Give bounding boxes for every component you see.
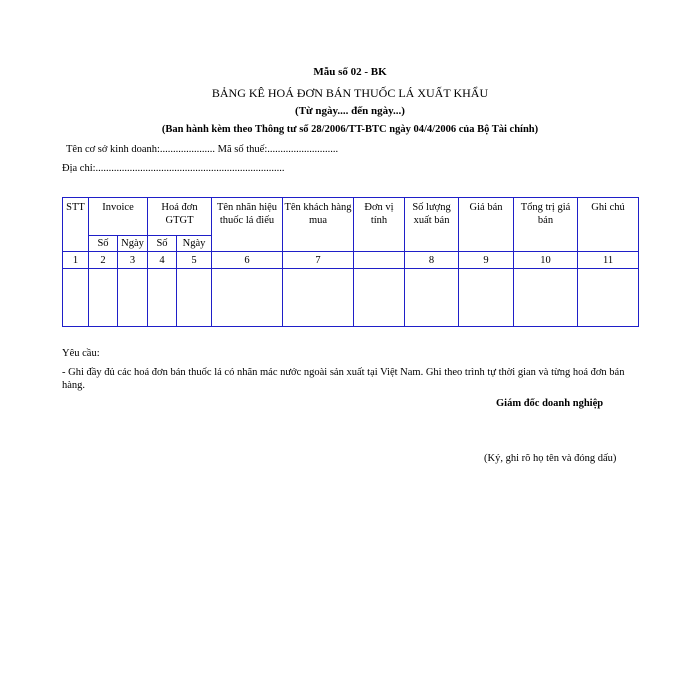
- column-number: 9: [459, 252, 514, 269]
- column-number: 7: [283, 252, 354, 269]
- empty-cell: [459, 269, 514, 327]
- empty-data-row: [63, 269, 639, 327]
- column-number: 6: [212, 252, 283, 269]
- column-number: [354, 252, 405, 269]
- col-stt-header: STT: [63, 198, 89, 252]
- empty-cell: [354, 269, 405, 327]
- date-period: (Từ ngày.... đến ngày...): [295, 105, 405, 117]
- col-total-header: Tổng trị giá bán: [514, 198, 578, 252]
- col-quantity-header: Số lượng xuất bán: [405, 198, 459, 252]
- empty-cell: [177, 269, 212, 327]
- column-number-row: [63, 252, 639, 269]
- column-number: 5: [177, 252, 212, 269]
- empty-cell: [118, 269, 148, 327]
- subcol-invoice-no: Số: [89, 236, 118, 252]
- business-name-tax-code-line: Tên cơ sở kinh doanh:..................... Mã số thuế:...........................: [66, 144, 339, 155]
- col-vat-invoice-header: Hoá đơn GTGT: [148, 198, 212, 236]
- column-number: 2: [89, 252, 118, 269]
- column-number: 8: [405, 252, 459, 269]
- empty-cell: [283, 269, 354, 327]
- empty-cell: [89, 269, 118, 327]
- document-title: BẢNG KÊ HOÁ ĐƠN BÁN THUỐC LÁ XUẤT KHẨU: [211, 86, 489, 100]
- invoice-ledger-table: [62, 197, 639, 327]
- signature-instruction: (Ký, ghi rõ họ tên và đóng dấu): [484, 453, 617, 464]
- empty-cell: [578, 269, 639, 327]
- empty-cell: [405, 269, 459, 327]
- requirements-text: - Ghi đầy đủ các hoá đơn bán thuốc lá có nhãn mác nước ngoài sản xuất tại Việt Nam. Ghi theo trình tự thời gian và từng hoá đơn bán hàng.: [62, 367, 625, 391]
- address-line: Địa chỉ:........................................................................: [62, 163, 285, 174]
- empty-cell: [212, 269, 283, 327]
- empty-cell: [148, 269, 177, 327]
- col-invoice-header: Invoice: [89, 198, 148, 236]
- director-signature-title: Giám đốc doanh nghiệp: [496, 398, 604, 409]
- requirements-label: Yêu cầu:: [62, 348, 100, 359]
- table-header-row: [63, 198, 639, 236]
- column-number: 11: [578, 252, 639, 269]
- subcol-vat-no: Số: [148, 236, 177, 252]
- issuance-note: (Ban hành kèm theo Thông tư số 28/2006/TT-BTC ngày 04/4/2006 của Bộ Tài chính): [161, 124, 539, 135]
- col-note-header: Ghi chú: [578, 198, 639, 252]
- column-number: 10: [514, 252, 578, 269]
- column-number: 4: [148, 252, 177, 269]
- col-unit-header: Đơn vị tính: [354, 198, 405, 252]
- col-price-header: Giá bán: [459, 198, 514, 252]
- col-brand-header: Tên nhãn hiệu thuốc lá điếu: [212, 198, 283, 252]
- form-code: Mẫu số 02 - BK: [313, 66, 387, 78]
- column-number: 3: [118, 252, 148, 269]
- subcol-vat-date: Ngày: [177, 236, 212, 252]
- empty-cell: [514, 269, 578, 327]
- empty-cell: [63, 269, 89, 327]
- subcol-invoice-date: Ngày: [118, 236, 148, 252]
- col-customer-header: Tên khách hàng mua: [283, 198, 354, 252]
- column-number: 1: [63, 252, 89, 269]
